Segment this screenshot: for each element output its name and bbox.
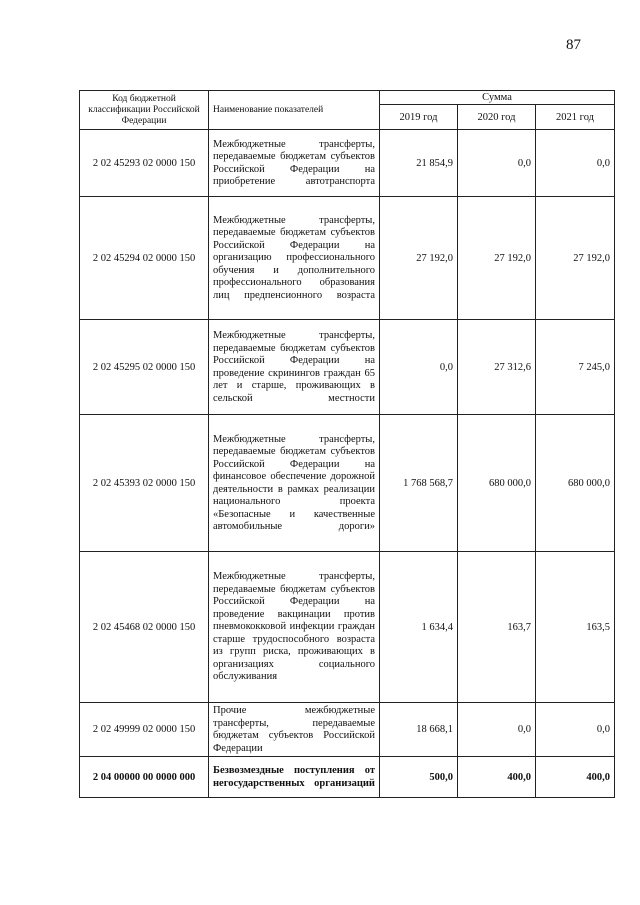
name-column-header: Наименование показателей (209, 91, 380, 130)
row-value-2019: 1 634,4 (380, 552, 458, 703)
year-2020-header: 2020 год (458, 105, 536, 130)
row-value-2021: 7 245,0 (536, 320, 615, 415)
code-column-header: Код бюджетной классификации Российской Федерации (80, 91, 209, 130)
row-name: Межбюджетные трансферты, передаваемые бюджетам субъектов Российской Федерации на проведение скринингов граждан 65 лет и старше, проживающих в сельской местности (209, 320, 380, 415)
row-value-2020: 400,0 (458, 757, 536, 798)
row-value-2020: 0,0 (458, 703, 536, 757)
row-value-2020: 0,0 (458, 130, 536, 197)
row-code: 2 02 45393 02 0000 150 (80, 415, 209, 552)
row-name: Межбюджетные трансферты, передаваемые бюджетам субъектов Российской Федерации на проведение вакцинации против пневмококковой инфекции граждан старше трудоспособного возраста из групп риска, проживающих в организациях социального обслуживания (209, 552, 380, 703)
table-row (80, 320, 615, 415)
row-value-2021: 0,0 (536, 703, 615, 757)
row-value-2019: 500,0 (380, 757, 458, 798)
row-value-2020: 680 000,0 (458, 415, 536, 552)
row-name: Межбюджетные трансферты, передаваемые бюджетам субъектов Российской Федерации на организацию профессионального обучения и дополнительного профессионального образования лиц предпенсионного возраста (209, 197, 380, 320)
row-code: 2 04 00000 00 0000 000 (80, 757, 209, 798)
row-value-2019: 0,0 (380, 320, 458, 415)
table-row (80, 197, 615, 320)
row-name: Прочие межбюджетные трансферты, передаваемые бюджетам субъектов Российской Федерации (209, 703, 380, 757)
row-value-2020: 27 312,6 (458, 320, 536, 415)
row-value-2020: 163,7 (458, 552, 536, 703)
row-value-2021: 27 192,0 (536, 197, 615, 320)
table-row-total (80, 757, 615, 798)
budget-table (79, 90, 615, 798)
row-value-2021: 0,0 (536, 130, 615, 197)
row-code: 2 02 49999 02 0000 150 (80, 703, 209, 757)
table-row (80, 552, 615, 703)
row-value-2020: 27 192,0 (458, 197, 536, 320)
row-value-2019: 1 768 568,7 (380, 415, 458, 552)
row-value-2021: 680 000,0 (536, 415, 615, 552)
row-value-2021: 400,0 (536, 757, 615, 798)
row-code: 2 02 45294 02 0000 150 (80, 197, 209, 320)
page-number: 87 (566, 37, 581, 53)
year-2019-header: 2019 год (380, 105, 458, 130)
table-row (80, 415, 615, 552)
row-value-2019: 21 854,9 (380, 130, 458, 197)
row-value-2019: 27 192,0 (380, 197, 458, 320)
sum-column-header: Сумма (380, 91, 615, 105)
table-row (80, 130, 615, 197)
row-value-2021: 163,5 (536, 552, 615, 703)
row-name: Межбюджетные трансферты, передаваемые бюджетам субъектов Российской Федерации на приобретение автотранспорта (209, 130, 380, 197)
row-code: 2 02 45293 02 0000 150 (80, 130, 209, 197)
row-name: Межбюджетные трансферты, передаваемые бюджетам субъектов Российской Федерации на финансовое обеспечение дорожной деятельности в рамках реализации национального проекта «Безопасные и качественные автомобильные дороги» (209, 415, 380, 552)
table-row (80, 703, 615, 757)
year-2021-header: 2021 год (536, 105, 615, 130)
row-value-2019: 18 668,1 (380, 703, 458, 757)
row-code: 2 02 45468 02 0000 150 (80, 552, 209, 703)
row-name: Безвозмездные поступления от негосударственных организаций (209, 757, 380, 798)
row-code: 2 02 45295 02 0000 150 (80, 320, 209, 415)
